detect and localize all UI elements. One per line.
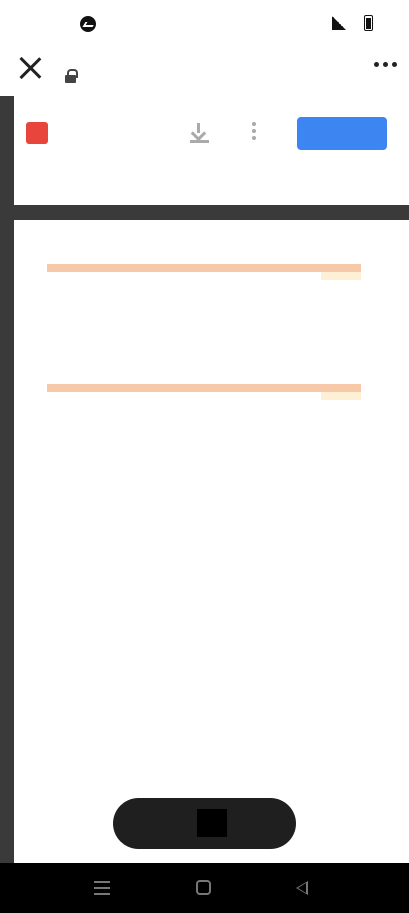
more-vert-icon[interactable] <box>252 122 256 140</box>
home-icon[interactable] <box>196 880 211 895</box>
battery-icon <box>364 15 373 31</box>
close-icon[interactable] <box>18 56 42 80</box>
lock-icon <box>65 69 76 82</box>
results-table-women-b <box>47 384 361 400</box>
col-time <box>321 392 361 400</box>
pdf-file-icon <box>26 122 48 144</box>
navigation-bar <box>0 863 409 913</box>
category-title <box>47 384 361 392</box>
pdf-page-3 <box>14 220 409 863</box>
col-time <box>321 272 361 280</box>
more-options-icon[interactable] <box>374 62 397 67</box>
signal-icon <box>332 16 346 30</box>
col-rank <box>47 392 81 400</box>
status-bar <box>0 0 409 44</box>
pdf-toolbar <box>14 116 409 152</box>
url-bar[interactable] <box>65 69 82 82</box>
column-headers <box>47 392 361 400</box>
col-name <box>109 392 203 400</box>
col-rank <box>47 272 81 280</box>
category-title <box>47 264 361 272</box>
page-indicator <box>113 798 296 849</box>
column-headers <box>47 272 361 280</box>
pdf-viewer[interactable] <box>0 96 409 863</box>
status-indicators <box>332 15 379 31</box>
sign-in-button[interactable] <box>297 117 387 150</box>
col-name <box>109 272 203 280</box>
back-icon[interactable] <box>296 881 308 895</box>
custom-tab-header <box>0 44 409 96</box>
col-club <box>203 392 321 400</box>
results-table-women-a <box>47 264 361 280</box>
messenger-icon <box>80 16 96 32</box>
current-page-input[interactable] <box>197 809 227 837</box>
recent-apps-icon[interactable] <box>94 881 110 895</box>
col-number <box>81 392 109 400</box>
col-club <box>203 272 321 280</box>
col-number <box>81 272 109 280</box>
